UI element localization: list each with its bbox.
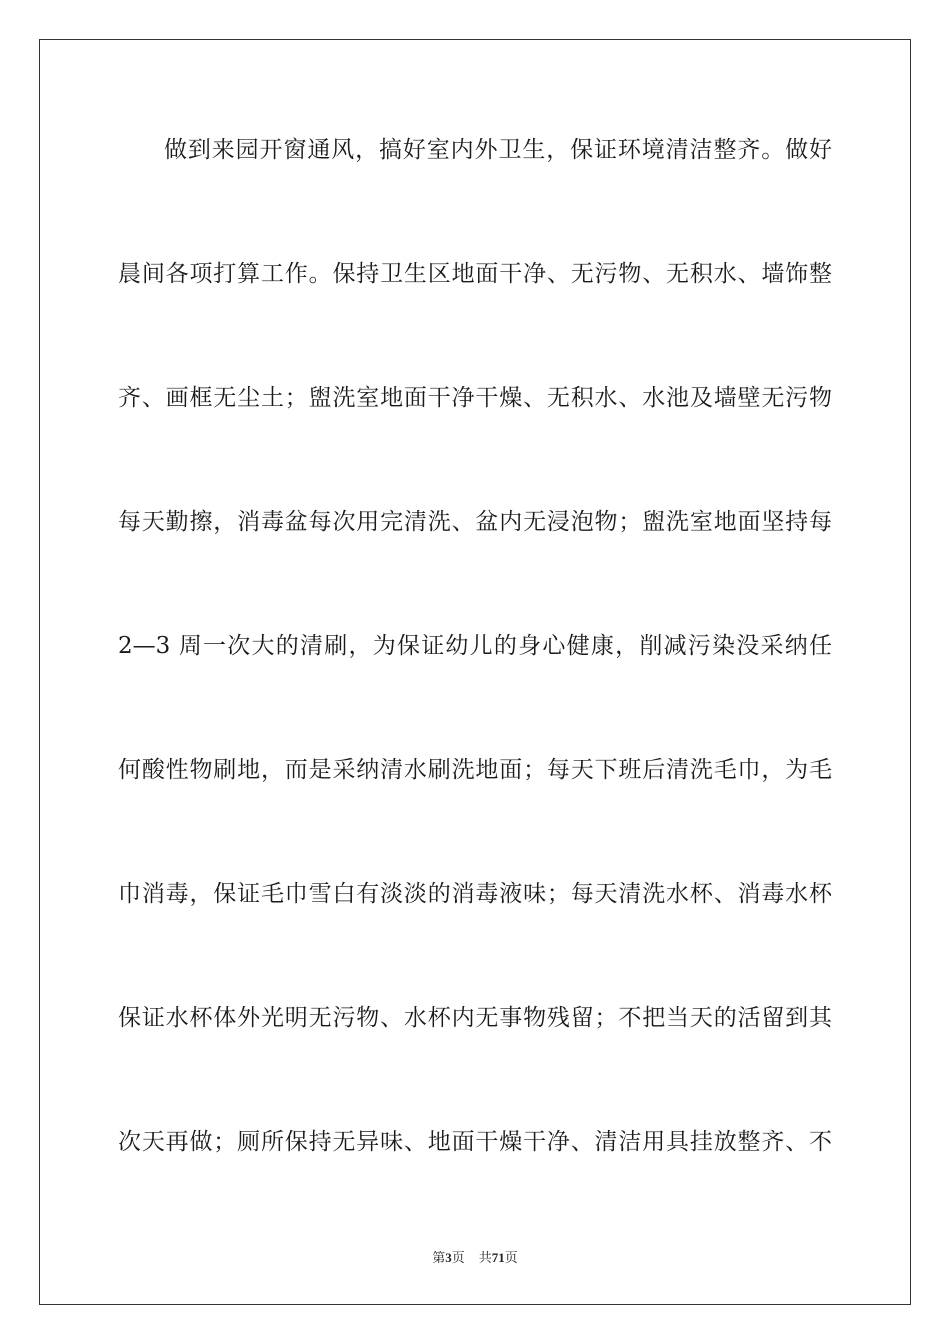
page-number: 3 bbox=[445, 1250, 452, 1265]
paragraph-line: 2—3 周一次大的清刷，为保证幼儿的身心健康，削减污染没采纳任 bbox=[118, 633, 832, 659]
paragraph-line: 何酸性物刷地，而是采纳清水刷洗地面；每天下班后清洗毛巾，为毛 bbox=[118, 757, 832, 783]
paragraph-line: 每天勤擦，消毒盆每次用完清洗、盆内无浸泡物；盥洗室地面坚持每 bbox=[118, 509, 832, 535]
total-suffix: 页 bbox=[504, 1251, 518, 1266]
page-footer bbox=[0, 1247, 950, 1266]
paragraph-line: 齐、画框无尘土；盥洗室地面干净干燥、无积水、水池及墙壁无污物 bbox=[118, 385, 832, 411]
page-border bbox=[39, 39, 911, 1305]
total-pages: 71 bbox=[491, 1250, 505, 1265]
page-prefix: 第 bbox=[432, 1251, 446, 1266]
paragraph-line: 次天再做；厕所保持无异味、地面干燥干净、清洁用具挂放整齐、不 bbox=[118, 1129, 832, 1155]
paragraph-line: 保证水杯体外光明无污物、水杯内无事物残留；不把当天的活留到其 bbox=[118, 1005, 832, 1031]
total-prefix: 共 bbox=[478, 1251, 492, 1266]
page-suffix: 页 bbox=[451, 1251, 465, 1266]
paragraph-line: 巾消毒，保证毛巾雪白有淡淡的消毒液味；每天清洗水杯、消毒水杯 bbox=[118, 881, 832, 907]
paragraph-line: 晨间各项打算工作。保持卫生区地面干净、无污物、无积水、墙饰整 bbox=[118, 261, 832, 287]
paragraph-line: 做到来园开窗通风，搞好室内外卫生，保证环境清洁整齐。做好 bbox=[164, 137, 832, 163]
